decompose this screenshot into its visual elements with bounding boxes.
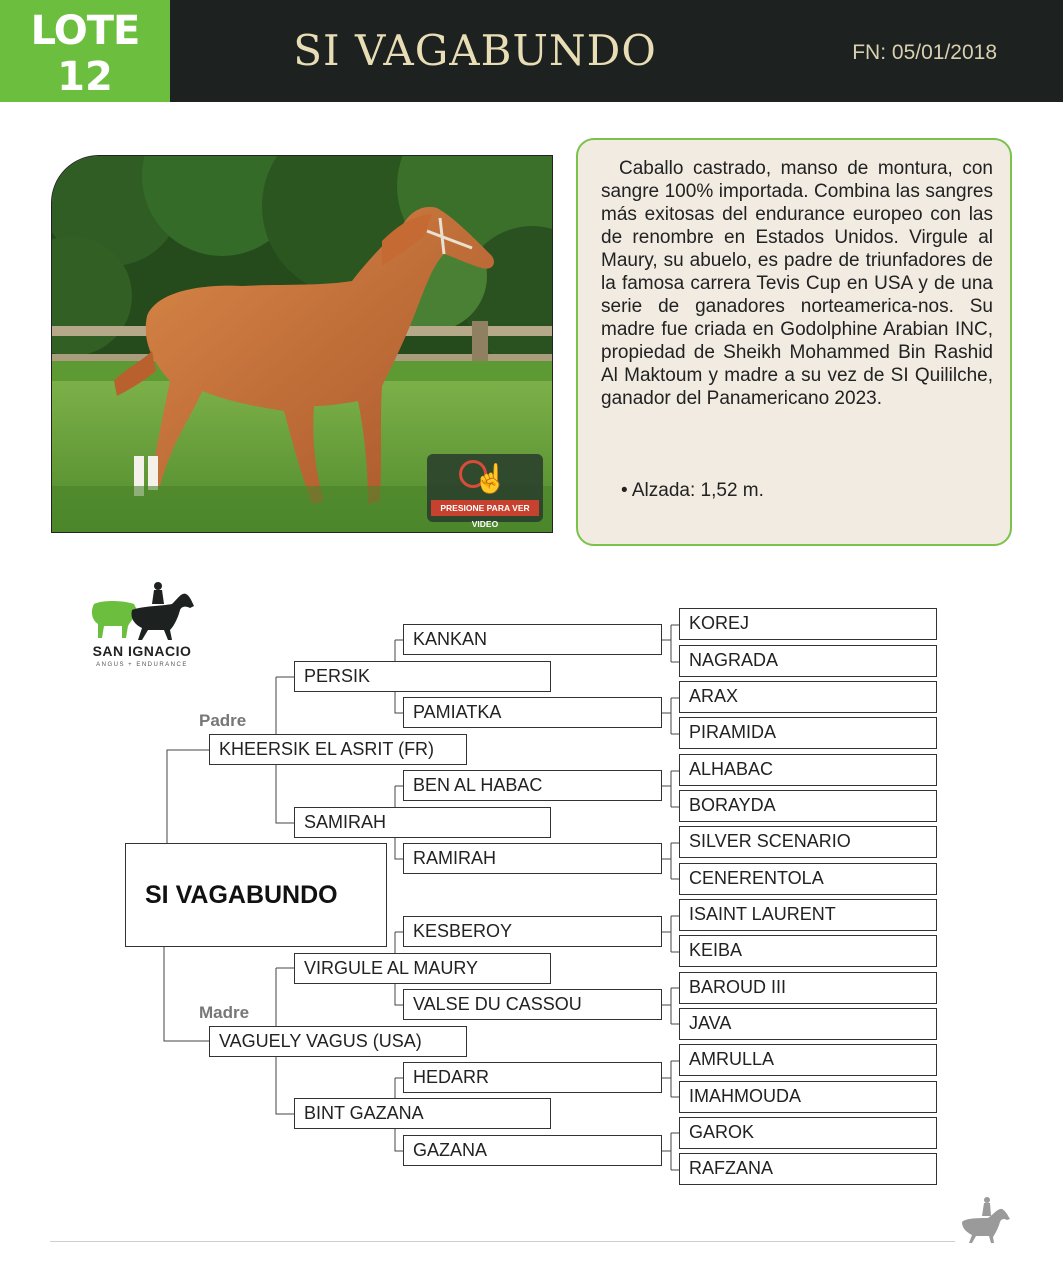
video-button-label: PRESIONE PARA VER VIDEO [431,500,539,516]
lote-label: LOTE [30,8,140,54]
pedigree-gen3-item: KANKAN [403,624,662,655]
pedigree-gen4-item: KOREJ [679,608,937,640]
pedigree-gen2-item: PERSIK [294,661,551,692]
logo-name: SAN IGNACIO [92,643,192,659]
madre-label: Madre [199,1003,250,1022]
horse-rider-icon [958,1196,1014,1244]
pedigree-sire: KHEERSIK EL ASRIT (FR) [209,734,467,765]
logo-subtitle: ANGUS + ENDURANCE [96,662,188,668]
pedigree-gen2-item: SAMIRAH [294,807,551,838]
pedigree-gen3-item: BEN AL HABAC [403,770,662,801]
pedigree-gen4-item: ARAX [679,681,937,713]
pedigree-gen4-item: CENERENTOLA [679,863,937,895]
pedigree-gen4-item: KEIBA [679,935,937,967]
pedigree-gen4-item: IMAHMOUDA [679,1081,937,1113]
pedigree-gen4-item: SILVER SCENARIO [679,826,937,858]
pedigree-gen4-item: PIRAMIDA [679,717,937,749]
pedigree-gen4-item: RAFZANA [679,1153,937,1185]
pedigree-gen3-item: HEDARR [403,1062,662,1093]
birth-date: FN: 05/01/2018 [852,41,997,64]
footer-divider [50,1241,955,1242]
pedigree-gen4-item: BAROUD III [679,972,937,1004]
lote-number: 12 [57,54,113,100]
height-bullet: • Alzada: 1,52 m. [621,480,764,501]
pedigree-gen2-item: BINT GAZANA [294,1098,551,1129]
pedigree-gen3-item: RAMIRAH [403,843,662,874]
pedigree-gen4-item: BORAYDA [679,790,937,822]
page-title: SI VAGABUNDO [293,26,657,75]
pedigree-gen4-item: JAVA [679,1008,937,1040]
pedigree-gen4-item: AMRULLA [679,1044,937,1076]
pointer-hand-icon: ☝ [473,463,508,494]
pedigree-dam: VAGUELY VAGUS (USA) [209,1026,467,1057]
pedigree-gen2-item: VIRGULE AL MAURY [294,953,551,984]
pedigree-gen3-item: GAZANA [403,1135,662,1166]
description-text: Caballo castrado, manso de montura, con sangre 100% importada. Combina las sangres más exitosas del endurance europeo con las de renombre en Estados Unidos. Virgule al Maury, su abuelo, es padre de triunfadores de la famosa carrera Tevis Cup en USA y de una serie de ganadores norteamerica-nos. Su madre fue criada en Godolphine Arabian INC, propiedad de Sheikh Mohammed Bin Rashid Al Maktoum y madre a su vez de SI Quililche, ganador del Panamericano 2023. [601,158,993,409]
pedigree-gen3-item: PAMIATKA [403,697,662,728]
pedigree-gen3-item: VALSE DU CASSOU [403,989,662,1020]
pedigree-horse-name: SI VAGABUNDO [125,843,387,947]
pedigree-gen4-item: ALHABAC [679,754,937,786]
pedigree-gen4-item: GAROK [679,1117,937,1149]
pedigree-gen3-item: KESBEROY [403,916,662,947]
pedigree-gen4-item: NAGRADA [679,645,937,677]
padre-label: Padre [199,711,247,730]
pedigree-gen4-item: ISAINT LAURENT [679,899,937,931]
